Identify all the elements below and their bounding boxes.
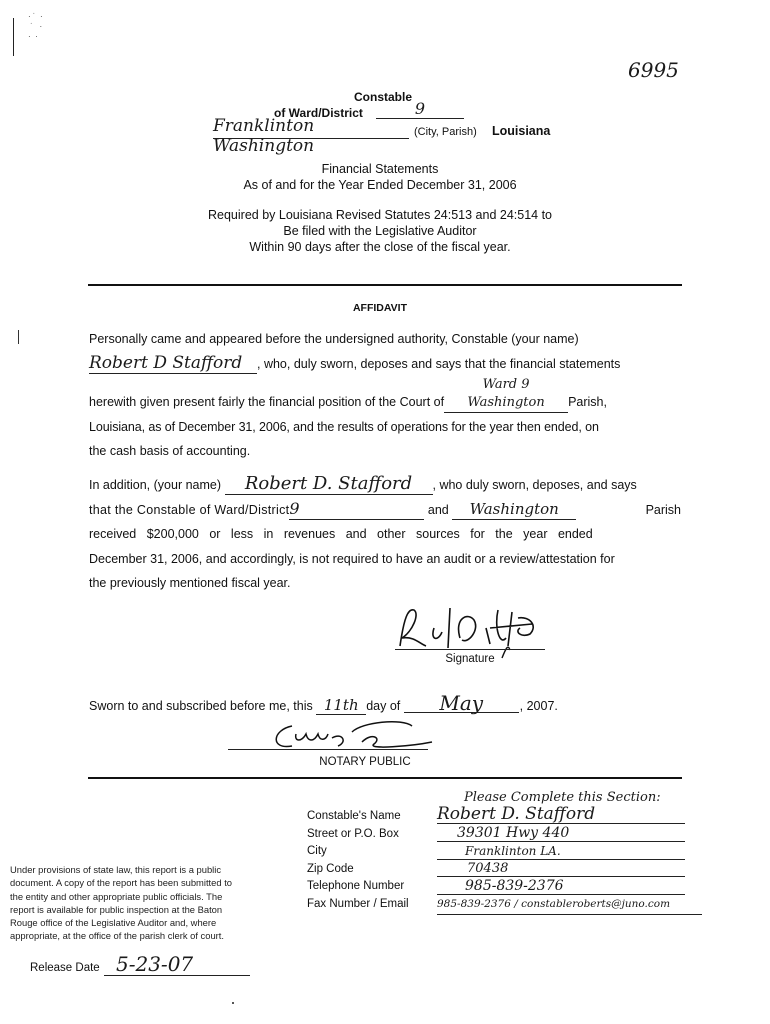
value-telephone: 985-839-2376 bbox=[437, 877, 685, 895]
header-parish-handwritten: Franklinton Washington bbox=[213, 116, 409, 139]
scan-speckles: · ˙ · ˙ · · · bbox=[28, 12, 43, 41]
year-field: , 2007. bbox=[519, 699, 558, 713]
p2-line-1: In addition, (your name) Robert D. Stafford , who duly sworn, deposes, and says bbox=[89, 473, 637, 494]
month-field: May bbox=[404, 694, 519, 713]
value-zip: 70438 bbox=[437, 860, 685, 877]
notice-line: Rouge office of the Legislative Auditor and, where bbox=[10, 917, 217, 929]
header-ward-value: 9 bbox=[376, 99, 464, 119]
p2-line-2: that the Constable of Ward/District9 and Washington Parish bbox=[89, 498, 681, 518]
p2-line-5: the previously mentioned fiscal year. bbox=[89, 576, 291, 590]
notary-line bbox=[228, 748, 428, 750]
req-line2: Be filed with the Legislative Auditor bbox=[283, 224, 477, 238]
header-ward-label: of Ward/District bbox=[274, 106, 363, 120]
notice-line: the entity and other appropriate public officials. The bbox=[10, 890, 223, 902]
ward-field-2: 9 bbox=[289, 499, 424, 520]
label-telephone: Telephone Number bbox=[307, 880, 405, 892]
left-margin-tick bbox=[18, 330, 19, 344]
bottom-speck bbox=[232, 1002, 234, 1004]
affidavit-paragraph-1 bbox=[89, 327, 681, 464]
notary-signature bbox=[262, 712, 442, 762]
signature-line bbox=[395, 648, 545, 650]
p1-line-1: Personally came and appeared before the undersigned authority, Constable (your name) bbox=[89, 332, 579, 346]
header-constable: Constable bbox=[354, 90, 413, 104]
fs-subtitle: As of and for the Year Ended December 31, 2006 bbox=[243, 178, 517, 192]
signature-label: Signature bbox=[445, 653, 495, 665]
req-line1: Required by Louisiana Revised Statutes 24:513 and 24:514 to bbox=[208, 208, 552, 222]
p1-line-3: herewith given present fairly the financial position of the Court ofWard 9 Washington Parish, bbox=[89, 376, 681, 415]
value-street: 39301 Hwy 440 bbox=[437, 824, 685, 842]
header-city-parish-label: (City, Parish) bbox=[414, 126, 477, 138]
affidavit-paragraph-2 bbox=[89, 473, 681, 596]
release-date-value: 5-23-07 bbox=[104, 952, 250, 976]
public-notice bbox=[10, 863, 280, 943]
p2-line-4: December 31, 2006, and accordingly, is not required to have an audit or a review/attestation for bbox=[89, 551, 615, 566]
notary-label: NOTARY PUBLIC bbox=[319, 756, 411, 768]
day-field: 11th bbox=[316, 696, 366, 715]
constable-name-field: Robert D Stafford bbox=[89, 353, 257, 374]
section-labels bbox=[307, 810, 409, 915]
label-street: Street or P.O. Box bbox=[307, 827, 399, 840]
notice-line: report is available for public inspection at the Baton bbox=[10, 903, 223, 915]
affidavit-title: AFFIDAVIT bbox=[352, 302, 408, 314]
value-fax-email: 985-839-2376 / constableroberts@juno.com bbox=[437, 895, 702, 915]
margin-mark bbox=[13, 18, 14, 56]
court-field: Ward 9 Washington bbox=[444, 376, 568, 413]
notice-line: document. A copy of the report has been submitted to bbox=[10, 877, 233, 889]
label-constable-name: Constable's Name bbox=[307, 810, 401, 822]
p1-line-5: the cash basis of accounting. bbox=[89, 444, 251, 458]
notice-line: appropriate, at the office of the parish clerk of court. bbox=[10, 930, 225, 942]
p1-line-4: Louisiana, as of December 31, 2006, and the results of operations for the year then ended, on bbox=[89, 419, 599, 434]
header-state: Louisiana bbox=[492, 124, 551, 138]
p1-line-2: Robert D Stafford , who, duly sworn, deposes and says that the financial statements bbox=[89, 352, 621, 373]
sworn-line: Sworn to and subscribed before me, this 11th day of May , 2007. bbox=[89, 691, 558, 715]
label-zip: Zip Code bbox=[307, 862, 354, 875]
page-number: 6995 bbox=[628, 58, 679, 82]
notice-line: Under provisions of state law, this report is a public bbox=[10, 864, 222, 875]
fs-title: Financial Statements bbox=[321, 162, 439, 176]
p2-line-3: received $200,000 or less in revenues and other sources for the year ended bbox=[89, 527, 593, 541]
value-city: Franklinton LA. bbox=[437, 842, 685, 860]
label-fax-email: Fax Number / Email bbox=[307, 897, 409, 910]
req-line3: Within 90 days after the close of the fiscal year. bbox=[249, 240, 511, 254]
label-city: City bbox=[307, 845, 327, 857]
section-divider bbox=[88, 777, 682, 779]
second-name-field: Robert D. Stafford bbox=[225, 474, 433, 495]
parish-field-2: Washington bbox=[452, 499, 576, 520]
header-divider bbox=[88, 284, 682, 286]
release-date-label: Release Date bbox=[30, 962, 100, 974]
section-instruction: Please Complete this Section: bbox=[464, 790, 661, 805]
section-values bbox=[437, 805, 702, 915]
value-constable-name: Robert D. Stafford bbox=[437, 805, 685, 824]
